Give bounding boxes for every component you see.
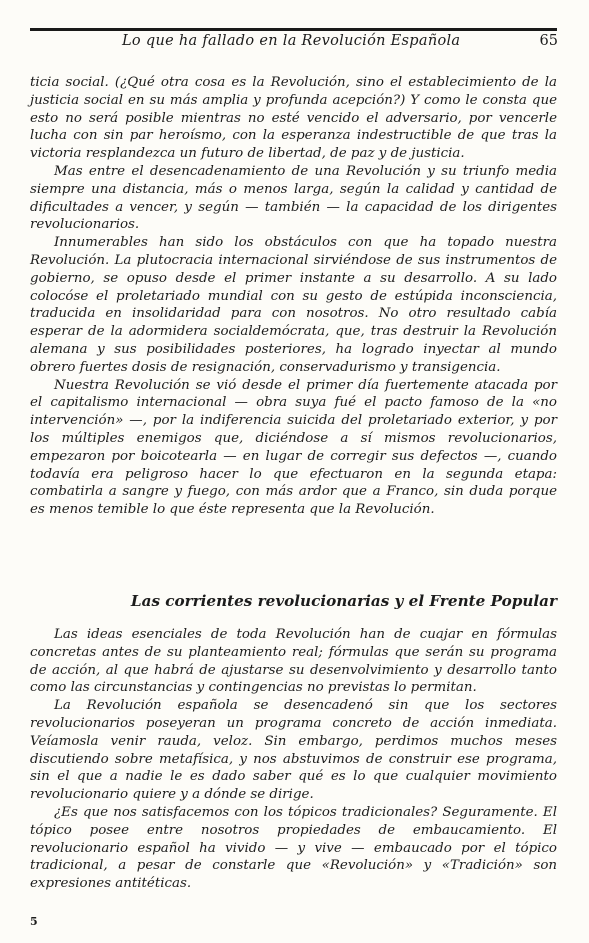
top-rule [30,28,557,31]
paragraph: Las ideas esenciales de toda Revolución han de cuajar en fórmulas concretas antes de su planteamiento real; fórmulas que serán su programa de acción, al que habrá de ajustarse su desenvolvimiento y desarrollo tanto como las circunstancias y contingencias no previstas lo permitan. [30,627,557,696]
section-2-body [30,626,557,893]
section-1-body [30,74,557,519]
signature-mark: 5 [30,915,38,928]
paragraph: La Revolución española se desencadenó sin que los sectores revolucionarios poseyeran un programa concreto de acción inmediata. Veíamosla venir rauda, veloz. Sin embargo, perdimos muchos meses discutiendo sobre metafísica, y nos abstuvimos de construir ese programa, sin el que a nadie le es dado saber qué es lo que cualquier movimiento revolucionario quiere y a dónde se dirige. [30,698,557,803]
paragraph: Nuestra Revolución se vió desde el primer día fuertemente atacada por el capitalismo internacional — obra suya fué el pacto famoso de la «no intervención» —, por la indiferencia suicida del proletariado exterior, y por los múltiples enemigos que, diciéndose a sí mismos revolucionarios, empezaron por boicotearla — en lugar de corregir sus defectos —, cuando todavía era peligroso hacer lo que efectuaron en la segunda etapa: combatirla a sangre y fuego, con más ardor que a Franco, sin duda porque es menos temible lo que éste representa que la Revolución. [30,377,557,518]
paragraph: ticia social. (¿Qué otra cosa es la Revolución, sino el establecimiento de la justicia social en su más amplia y profunda acepción?) Y como le consta que esto no será posible mientras no esté vencido el adversario, por vencerle lucha con sin par heroísmo, con la esperanza indestructible de que tras la victoria resplandezca un futuro de libertad, de paz y de justicia. [30,75,557,162]
running-title: Lo que ha fallado en la Revolución Española [122,33,461,49]
page-header [122,33,558,53]
paragraph: ¿Es que nos satisfacemos con los tópicos tradicionales? Seguramente. El tópico posee entre nosotros propiedades de embaucamiento. El revolucionario español ha vivido — y vive — embaucado por el tópico tradicional, a pesar de constarle que «Revolución» y «Tradición» son expresiones antitéticas. [30,804,557,892]
paragraph: Innumerables han sido los obstáculos con que ha topado nuestra Revolución. La plutocracia internacional sirviéndose de sus instrumentos de gobierno, se opuso desde el primer instante a su desarrollo. A su lado colocóse el proletariado mundial con su gesto de estúpida inconsciencia, traducida en insolidaridad para con nosotros. No otro resultado cabía esperar de la adormidera socialdemócrata, que, tras destruir la Revolución alemana y sus posibilidades posteriores, ha logrado inyectar al mundo obrero fuertes dosis de resignación, conservadurismo y transigencia. [30,235,557,375]
paragraph: Mas entre el desencadenamiento de una Revolución y su triunfo media siempre una distancia, más o menos larga, según la calidad y cantidad de dificultades a vencer, y según — también — la capacidad de los dirigentes revolucionarios. [30,163,557,233]
page-number: 65 [539,33,558,49]
section-heading: Las corrientes revolucionarias y el Frente Popular [130,592,557,610]
